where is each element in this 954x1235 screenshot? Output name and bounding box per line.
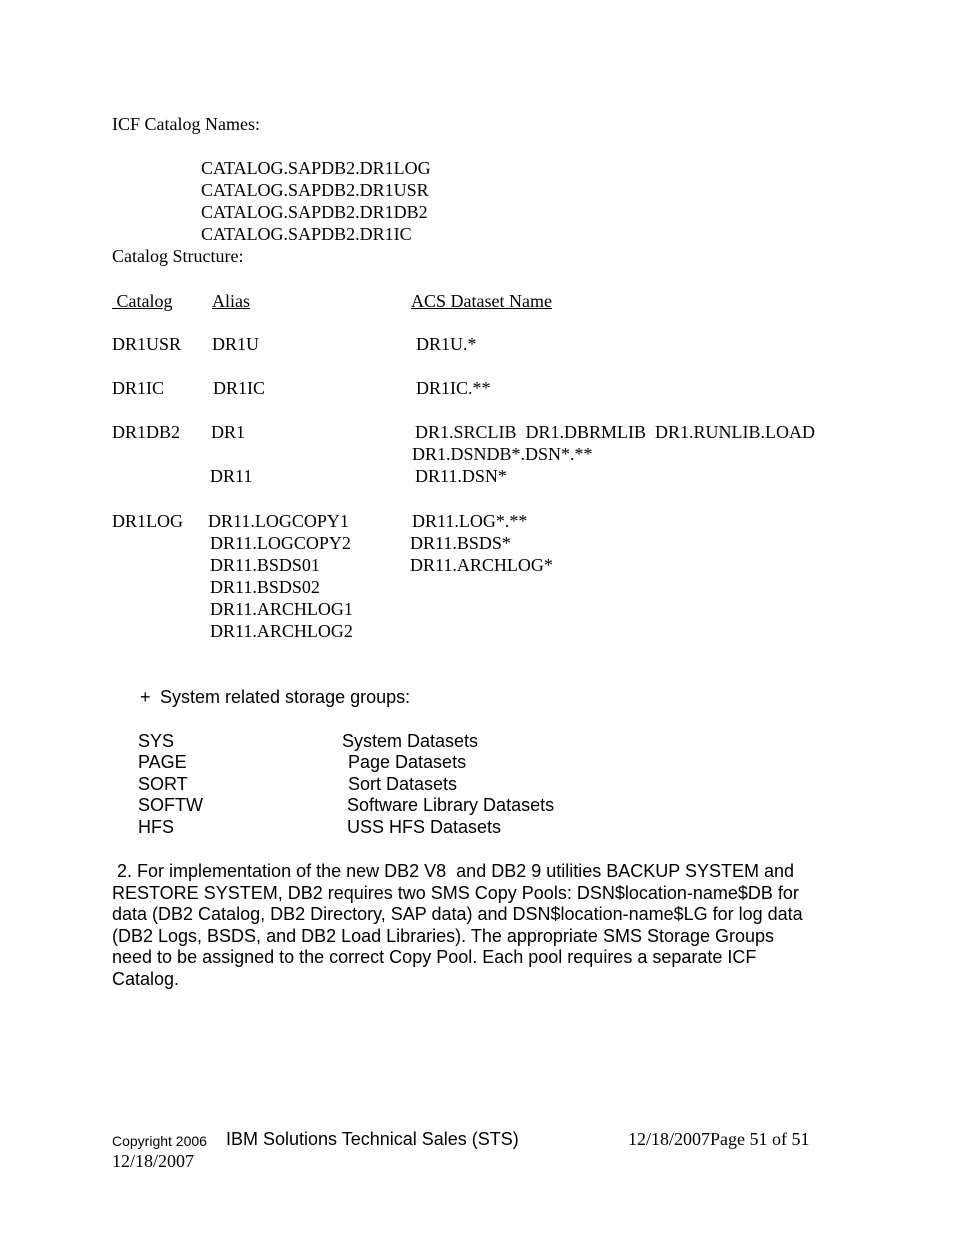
storage-group-name: SORT	[138, 774, 188, 794]
storage-group-name: SYS	[138, 731, 175, 751]
acs-cell: DR11.LOG*.**	[412, 511, 528, 531]
column-header-alias: Alias	[212, 291, 250, 311]
catalog-cell: DR1DB2	[112, 422, 181, 442]
storage-group-desc: Sort Datasets	[348, 774, 458, 794]
column-header-catalog: Catalog	[116, 291, 173, 311]
paragraph-line: RESTORE SYSTEM, DB2 requires two SMS Copy Pools: DSN$location-name$DB for	[112, 883, 799, 903]
catalog-cell: DR1USR	[112, 334, 182, 354]
storage-group-desc: Page Datasets	[348, 752, 467, 772]
paragraph-line: Catalog.	[112, 969, 180, 989]
icf-catalog-name: CATALOG.SAPDB2.DR1DB2	[201, 202, 428, 222]
storage-group-name: PAGE	[138, 752, 187, 772]
alias-cell: DR1U	[212, 334, 260, 354]
storage-group-desc: System Datasets	[342, 731, 479, 751]
storage-heading: System related storage groups:	[160, 687, 411, 707]
footer-copyright: Copyright 2006	[112, 1133, 207, 1149]
storage-bullet: +	[140, 687, 151, 707]
paragraph-line: 2. For implementation of the new DB2 V8 and DB2 9 utilities BACKUP SYSTEM and	[112, 861, 794, 881]
alias-cell: DR11.LOGCOPY2	[210, 533, 351, 553]
catalog-cell: DR1LOG	[112, 511, 183, 531]
alias-cell: DR11.ARCHLOG2	[210, 621, 353, 641]
alias-cell: DR1	[211, 422, 246, 442]
acs-cell: DR1.DSNDB*.DSN*.**	[412, 444, 593, 464]
storage-group-desc: Software Library Datasets	[347, 795, 555, 815]
alias-cell: DR1IC	[213, 378, 266, 398]
footer-date-page: 12/18/2007Page 51 of 51	[628, 1129, 810, 1149]
icf-catalog-name: CATALOG.SAPDB2.DR1IC	[201, 224, 412, 244]
icf-catalog-name: CATALOG.SAPDB2.DR1LOG	[201, 158, 431, 178]
acs-cell: DR1IC.**	[416, 378, 491, 398]
footer-date: 12/18/2007	[112, 1151, 195, 1171]
footer-org: IBM Solutions Technical Sales (STS)	[226, 1129, 519, 1149]
alias-cell: DR11.ARCHLOG1	[210, 599, 353, 619]
alias-cell: DR11.LOGCOPY1	[208, 511, 349, 531]
acs-cell: DR1U.*	[416, 334, 477, 354]
acs-cell: DR1.SRCLIB DR1.DBRMLIB DR1.RUNLIB.LOAD	[415, 422, 816, 442]
paragraph-line: need to be assigned to the correct Copy Pool. Each pool requires a separate ICF	[112, 947, 757, 967]
icf-heading: ICF Catalog Names:	[112, 114, 260, 134]
structure-heading: Catalog Structure:	[112, 246, 244, 266]
alias-cell: DR11.BSDS02	[210, 577, 320, 597]
storage-group-name: HFS	[138, 817, 174, 837]
storage-group-name: SOFTW	[138, 795, 203, 815]
alias-cell: DR11.BSDS01	[210, 555, 320, 575]
acs-cell: DR11.BSDS*	[410, 533, 511, 553]
alias-cell: DR11	[210, 466, 253, 486]
catalog-cell: DR1IC	[112, 378, 165, 398]
storage-group-desc: USS HFS Datasets	[347, 817, 502, 837]
paragraph-line: data (DB2 Catalog, DB2 Directory, SAP data) and DSN$location-name$LG for log data	[112, 904, 803, 924]
icf-catalog-name: CATALOG.SAPDB2.DR1USR	[201, 180, 429, 200]
acs-cell: DR11.ARCHLOG*	[410, 555, 553, 575]
acs-cell: DR11.DSN*	[415, 466, 507, 486]
paragraph-line: (DB2 Logs, BSDS, and DB2 Load Libraries). The appropriate SMS Storage Groups	[112, 926, 775, 946]
column-header-acs: ACS Dataset Name	[411, 291, 552, 311]
